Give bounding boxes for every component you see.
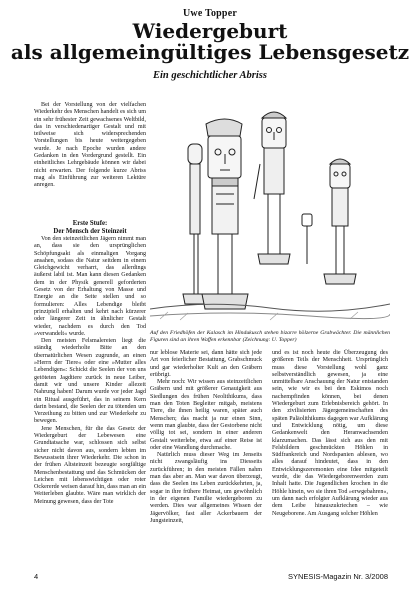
paragraph: Natürlich muss dieser Weg im Jenseits nicht zwangsläufig ins Diesseits zurückführen; in den meisten Fällen nahm man das aber an. Man war davon überzeugt, dass die Seelen ins Leben zurückkehrten, ja, sogar in ihre frühere Heimat, um gewöhnlich in der eigenen Familie wiedergeboren zu werden. Dies war allgemeines Wissen der Jägervölker, fast aller Ackerbauern der Jungsteinzeit, (150, 452, 262, 524)
guardian-figure-center (254, 112, 290, 264)
grave-guardians-drawing (150, 104, 390, 326)
paragraph: Jene Menschen, für die das Gesetz der Wiedergeburt der Lebewesen eine Grundtatsache war, schlossen sich selbst sicher nicht davon aus, sondern lebten im Bewusstsein ihrer Wiederkehr. Die schon in der frühen Altsteinzeit bezeugte sorgfältige Menschenbestattung und das Schmücken der Leichen mit lebenswichtigen oder roter Ockererde weisen darauf hin, dass man an ein Weiterleben glaubte. Wäre man wirklich der Meinung gewesen, dass der Tote (34, 425, 147, 505)
paragraph: Mehr noch: Wir wissen aus steinzeitlichen Gräbern und mit größerer Genauigkeit aus Siedlungen des frühen Neolithikums, dass man den Toten Begleiter mitgab, meistens Tiere, die ihnen heilig waren, später auch Menschen; das macht ja nur einen Sinn, wenn man glaubte, dass der Gestorbene nicht völlig tot sei, sondern in einer anderen Gestalt weiterlebe, etwa auf einer Reise ist oder eine Wandlung durchmache. (150, 379, 262, 451)
guardian-figure-right (324, 159, 356, 284)
guardian-figure-large-left (202, 119, 248, 309)
section-heading-line-2: Der Mensch der Steinzeit (53, 228, 127, 235)
section-heading-line-1: Erste Stufe: (72, 220, 108, 227)
page-number: 4 (34, 572, 39, 581)
column-2 (150, 350, 262, 525)
paragraph: und es ist noch heute die Überzeugung des größeren Teils der Menschheit. Ursprünglich muss diese Vorstellung wohl ganz selbstverständlich gewesen, ja eine unmittelbare Anschauung der Natur entstanden sein, wie wir es bei den Eskimos noch nachempfinden können, bei denen Wiedergeburt zum Erlebnisbereich gehört. In den zivilisierten Jägergemeinschaften des späten Paläolithikums dagegen war Aufklärung und Entwicklung nötig, um diese Gedankenwelt den Heranwachsenden klarzumachen. Das lässt sich aus den mit Felsbildern geschmückten Höhlen in Südfrankreich und Nordspanien ablesen, wo alles darauf hindeutet, dass in den Entwicklungszeremonien eine Idee mitgeteilt wurde, die das Wiedergeborenwerden zum Inhalt hatte. Die Jugendlichen krochen in die Höhle hinein, wo sie ihren Tod »erwgebahren«, um dann nach erfolgter Aufklärung wieder aus dem Leibe hinauszukriechen – wie Neugeborene. Am Ausgang solcher Höhlen (272, 350, 388, 517)
author: Uwe Topper (183, 8, 237, 19)
guardian-figure-small (302, 214, 312, 264)
section-heading (34, 220, 146, 236)
paragraph: Den meisten Felsmalereien liegt die ständig wiederholte Bitte an den übernatürlichen Wesen zugrunde, an einen »Herrn der Tiere« oder eine »Mutter alles Lebendigen«: Schickt die Seelen der von uns getöteten Jagdtiere zurück in neue Leiber, damit wir und unsere Kinder allezeit Nahrung haben! Darum wurde vor jeder Jagd ein Ritual ausgeführt, das in seinem Kern darin bestand, die Seelen der zu tötenden um Verzeihung zu bitten und zur Wiederkehr zu bewegen. (34, 338, 146, 425)
figure-caption: Auf den Friedhöfen der Kalasch im Hindukusch stehen bizarre hölzerne Grabwächter. Die männlichen Figuren sind an ihren Waffen erkennbar (Zeichnung: U. Topper) (150, 330, 390, 343)
intro-paragraph: Bei der Vorstellung von der vielfachen Wiederkehr des Menschen handelt es sich um ein sehr frühester Zeit gewachsenes Weltbild, das in verschiedenartiger Gestalt und mit teilweise sich widersprechenden Vorstellungen bis heute weitergegeben wurde. Je nach Epoche wurden andere Gedanken in den Vordergrund gestellt. Ein einheitliches Lehrgebäude können wir dabei nicht erwarten. Der folgende kurze Abriss mag als Einführung zur weiteren Lektüre anregen. (34, 102, 146, 189)
page-title-line-1: Wiedergeburt (132, 19, 288, 43)
column-1-intro (34, 102, 146, 190)
paragraph: nur leblose Materie sei, dann hätte sich jede Art von feierlicher Bestattung, Grabschmuck und gar wiederholter Kult an den Gräbern erübrigt. (150, 350, 262, 378)
subtitle: Ein geschichtlicher Abriss (153, 70, 267, 81)
column-3 (272, 350, 388, 518)
paragraph: Von den steinzeitlichen Jägern nimmt man an, dass sie den ursprünglichen Schöpfungsakt als einmaligen Vorgang ansahen, sodass die Natur seitdem in einem Gleichgewicht verharrt, das allerdings äußerst labil ist. Man kann diesen Gedanken dem in der Physik generell geforderten Gesetz von der Erhaltung von Masse und Energie an die Seite stellen und so formulieren: Alles Lebendige bleibt prinzipiell erhalten und kehrt nach kürzerer oder längerer Zeit in ähnlicher Gestalt wieder, nachdem es durch den Tod »verwandelt« wurde. (34, 236, 146, 337)
guardian-figure-back-left (183, 144, 210, 304)
figure-grave-guardians (150, 104, 390, 326)
page-title-line-2: als allgemeingültiges Lebensgesetz (10, 40, 410, 64)
column-1-body (34, 236, 146, 506)
magazine-footer: SYNESIS-Magazin Nr. 3/2008 (287, 572, 388, 581)
